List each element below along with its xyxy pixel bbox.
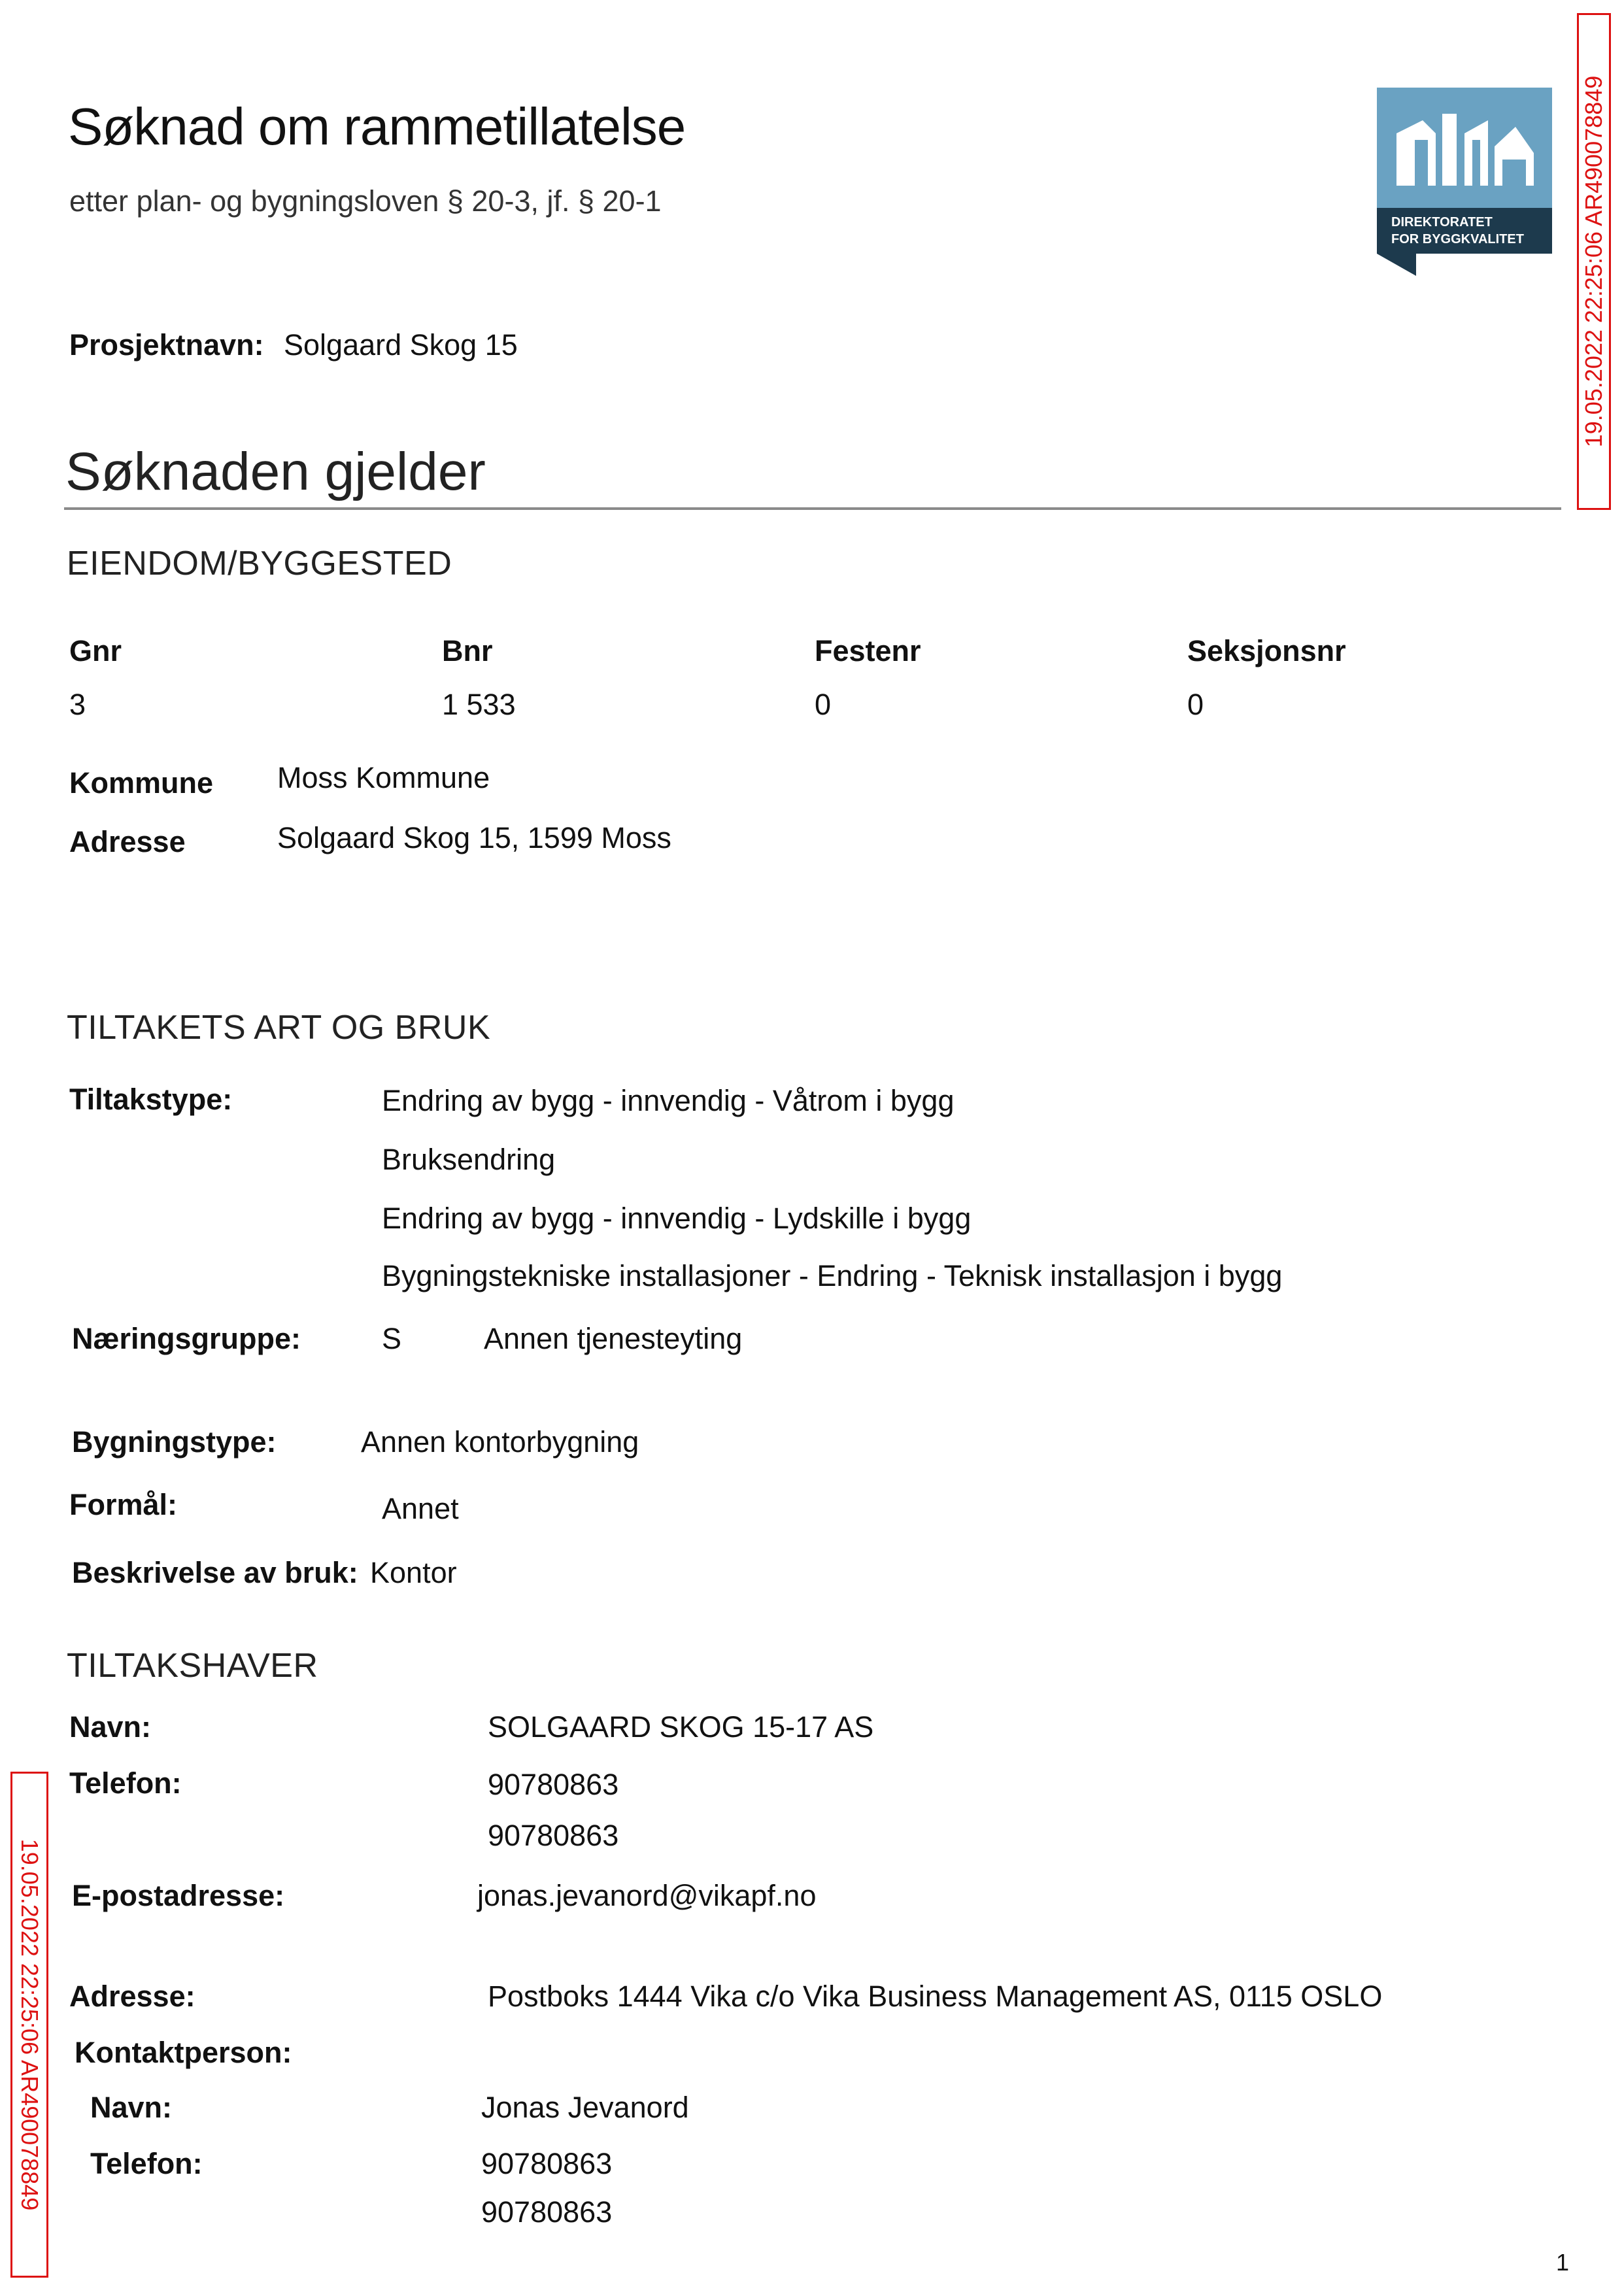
tiltak-heading: TILTAKETS ART OG BRUK: [67, 1009, 491, 1047]
bygningstype-value: Annen kontorbygning: [361, 1425, 639, 1459]
kontakt-navn-value: Jonas Jevanord: [481, 2091, 689, 2124]
beskrivelse-value: Kontor: [370, 1556, 457, 1589]
telefon-value: 90780863: [488, 1819, 619, 1852]
formal-value: Annet: [382, 1492, 459, 1525]
naering-value: Annen tjenesteyting: [484, 1322, 743, 1355]
kontakt-telefon-value: 90780863: [481, 2147, 613, 2180]
page-number: 1: [1556, 2249, 1570, 2276]
kontakt-telefon-value: 90780863: [481, 2195, 613, 2229]
kontakt-telefon-label: Telefon:: [90, 2147, 203, 2180]
document-subtitle: etter plan- og bygningsloven § 20-3, jf. § 20-1: [69, 184, 662, 218]
kontakt-navn-label: Navn:: [90, 2091, 173, 2124]
festenr-value: 0: [815, 688, 832, 721]
kommune-label: Kommune: [69, 766, 214, 800]
naering-code: S: [382, 1322, 402, 1355]
epost-label: E-postadresse:: [72, 1879, 285, 1912]
dibk-logo: [1377, 88, 1552, 276]
naering-label: Næringsgruppe:: [72, 1322, 301, 1355]
bnr-label: Bnr: [442, 634, 493, 667]
telefon-label: Telefon:: [69, 1766, 182, 1800]
logo-line2: FOR BYGGKVALITET: [1391, 232, 1524, 246]
project-label: Prosjektnavn:: [69, 328, 264, 362]
section-title: Søknaden gjelder: [65, 442, 486, 501]
gnr-label: Gnr: [69, 634, 122, 667]
tiltakshaver-adresse-value: Postboks 1444 Vika c/o Vika Business Management AS, 0115 OSLO: [488, 1980, 1383, 2013]
telefon-value: 90780863: [488, 1768, 619, 1801]
seksjonsnr-value: 0: [1187, 688, 1204, 721]
beskrivelse-label: Beskrivelse av bruk:: [72, 1556, 358, 1589]
bygningstype-label: Bygningstype:: [72, 1425, 277, 1459]
gnr-value: 3: [69, 688, 86, 721]
document-title: Søknad om rammetillatelse: [68, 97, 686, 156]
tiltakshaver-heading: TILTAKSHAVER: [67, 1647, 318, 1685]
tiltakshaver-adresse-label: Adresse:: [69, 1980, 195, 2013]
kontaktperson-label: Kontaktperson:: [75, 2036, 292, 2069]
bnr-value: 1 533: [442, 688, 516, 721]
navn-label: Navn:: [69, 1710, 152, 1744]
tiltakstype-item: Endring av bygg - innvendig - Våtrom i bygg: [382, 1084, 955, 1117]
timestamp-stamp-left: 19.05.2022 22:25:06 AR490078849: [10, 1772, 48, 2278]
kommune-value: Moss Kommune: [277, 761, 490, 794]
section-divider: [64, 507, 1561, 510]
adresse-value: Solgaard Skog 15, 1599 Moss: [277, 821, 671, 854]
tiltakstype-item: Bruksendring: [382, 1143, 556, 1176]
seksjonsnr-label: Seksjonsnr: [1187, 634, 1346, 667]
tiltakstype-item: Endring av bygg - innvendig - Lydskille i bygg: [382, 1202, 972, 1235]
navn-value: SOLGAARD SKOG 15-17 AS: [488, 1710, 874, 1744]
tiltakstype-label: Tiltakstype:: [69, 1083, 233, 1116]
formal-label: Formål:: [69, 1488, 178, 1521]
epost-value: jonas.jevanord@vikapf.no: [477, 1879, 817, 1912]
project-value: Solgaard Skog 15: [284, 328, 518, 362]
timestamp-stamp-right: 19.05.2022 22:25:06 AR490078849: [1577, 13, 1611, 510]
logo-line1: DIREKTORATET: [1391, 215, 1493, 229]
adresse-label: Adresse: [69, 825, 186, 858]
property-heading: EIENDOM/BYGGESTED: [67, 545, 452, 582]
tiltakstype-item: Bygningstekniske installasjoner - Endring - Teknisk installasjon i bygg: [382, 1259, 1283, 1292]
festenr-label: Festenr: [815, 634, 921, 667]
building-logo-icon: [1377, 88, 1552, 276]
